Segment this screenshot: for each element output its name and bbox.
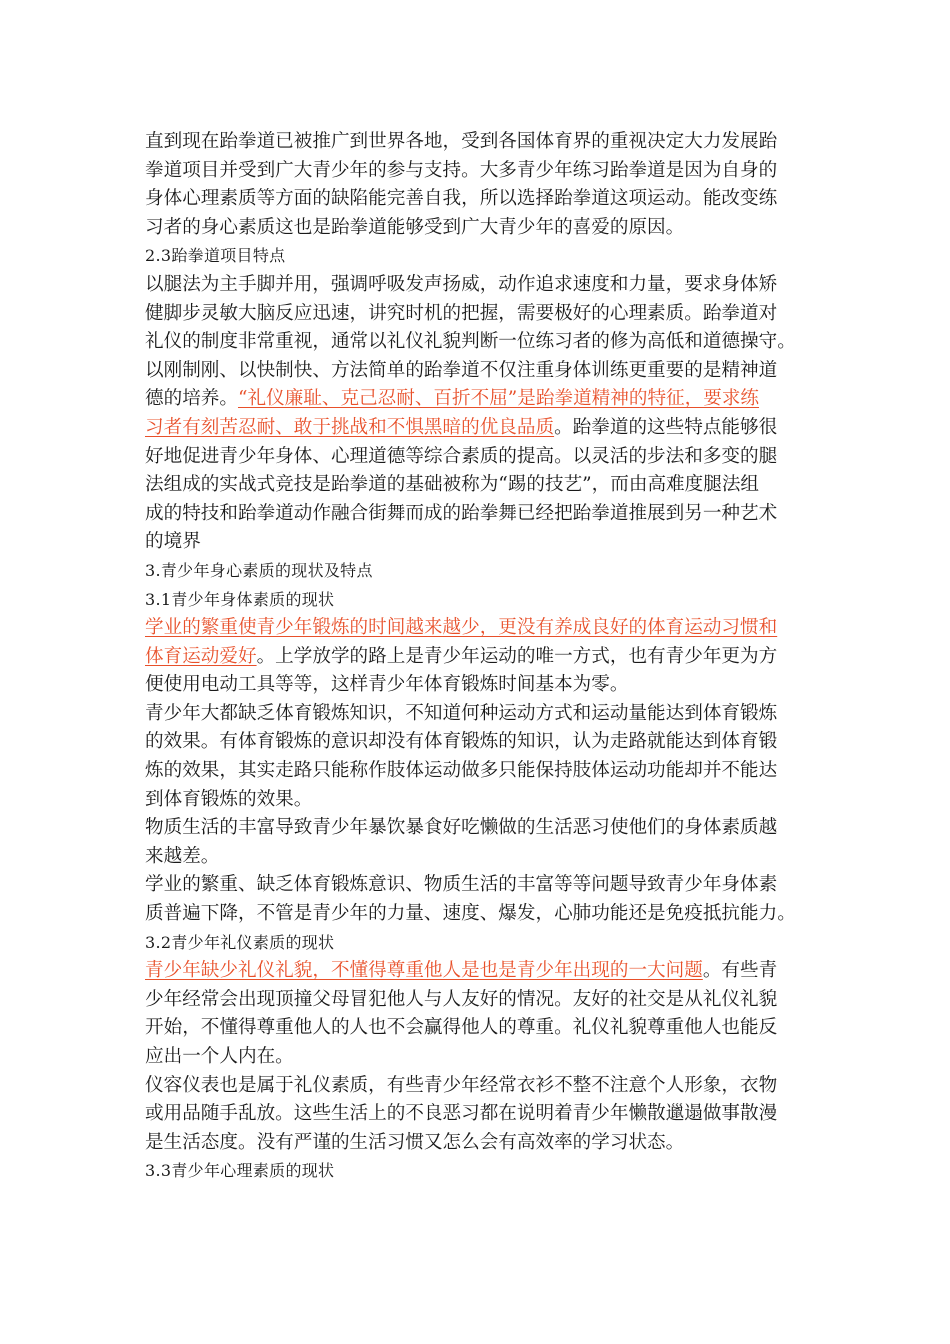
- body-text: 好地促进青少年身体、心理道德等综合素质的提高。以灵活的步法和多变的腿: [145, 445, 778, 467]
- body-text: 质普遍下降，不管是青少年的力量、速度、爆发，心肺功能还是免疫抵抗能力。: [145, 903, 796, 925]
- section-heading: [145, 557, 813, 586]
- text-line: [145, 443, 813, 472]
- section-heading: [145, 586, 813, 615]
- text-line: [145, 871, 813, 900]
- body-text: 到体育锻炼的效果。: [145, 788, 313, 810]
- text-line: [145, 671, 813, 700]
- body-text: 礼仪的制度非常重视，通常以礼仪礼貌判断一位练习者的修为高低和道德操守。: [145, 331, 796, 353]
- text-line: [145, 814, 813, 843]
- body-text: 来越差。: [145, 845, 220, 867]
- text-line: [145, 271, 813, 300]
- section-heading: [145, 929, 813, 958]
- text-line: [145, 328, 813, 357]
- body-text: 的境界: [145, 531, 201, 553]
- text-line: [145, 471, 813, 500]
- body-text: 应出一个人内在。: [145, 1046, 294, 1067]
- body-text: 德的培养。: [145, 388, 238, 410]
- text-line: [145, 1100, 813, 1129]
- body-text: 以腿法为主手脚并用，强调呼吸发声扬威，动作追求速度和力量，要求身体矫: [145, 273, 778, 295]
- text-line: [145, 957, 813, 986]
- highlighted-text: 体育运动爱好: [145, 645, 257, 667]
- text-line: [145, 157, 813, 186]
- text-line: [145, 786, 813, 815]
- body-text: 青少年大都缺乏体育锻炼知识，不知道何种运动方式和运动量能达到体育锻炼: [145, 702, 778, 724]
- text-line: [145, 843, 813, 872]
- body-text: 学业的繁重、缺乏体育锻炼意识、物质生活的丰富等等问题导致青少年身体素: [145, 874, 778, 896]
- body-text: 身体心理素质等方面的缺陷能完善自我，所以选择跆拳道这项运动。能改变练: [145, 188, 778, 210]
- text-line: [145, 1043, 813, 1072]
- body-text: 法组成的实战式竞技是跆拳道的基础被称为“踢的技艺”，而由高难度腿法组: [145, 474, 760, 496]
- text-line: [145, 300, 813, 329]
- body-text: 炼的效果，其实走路只能称作肢体运动做多只能保持肢体运动功能却并不能达: [145, 760, 778, 782]
- body-text: 或用品随手乱放。这些生活上的不良恶习都在说明着青少年懒散邋遢做事散漫: [145, 1103, 778, 1125]
- text-line: [145, 700, 813, 729]
- text-line: [145, 414, 813, 443]
- body-text: 成的特技和跆拳道动作融合街舞而成的跆拳舞已经把跆拳道推展到另一种艺术: [145, 502, 778, 524]
- text-line: [145, 385, 813, 414]
- text-line: [145, 357, 813, 386]
- body-text: 物质生活的丰富导致青少年暴饮暴食好吃懒做的生活恶习使他们的身体素质越: [145, 817, 778, 839]
- body-text: 以刚制刚、以快制快、方法简单的跆拳道不仅注重身体训练更重要的是精神道: [145, 359, 778, 381]
- text-line: [145, 614, 813, 643]
- text-line: [145, 214, 813, 243]
- text-line: [145, 1129, 813, 1158]
- body-text: 的效果。有体育锻炼的意识却没有体育锻炼的知识，认为走路就能达到体育锻: [145, 731, 778, 753]
- body-text: 3.3青少年心理素质的现状: [145, 1161, 335, 1181]
- document-page: [145, 128, 813, 1186]
- body-text: 直到现在跆拳道已被推广到世界各地，受到各国体育界的重视决定大力发展跆: [145, 131, 778, 152]
- text-line: [145, 643, 813, 672]
- body-text: 拳道项目并受到广大青少年的参与支持。大多青少年练习跆拳道是因为自身的: [145, 159, 778, 181]
- body-text: 开始，不懂得尊重他人的人也不会赢得他人的尊重。礼仪礼貌尊重他人也能反: [145, 1017, 778, 1039]
- body-text: 习者的身心素质这也是跆拳道能够受到广大青少年的喜爱的原因。: [145, 216, 685, 238]
- text-line: [145, 728, 813, 757]
- text-line: [145, 757, 813, 786]
- text-line: [145, 1014, 813, 1043]
- body-text: 是生活态度。没有严谨的生活习惯又怎么会有高效率的学习状态。: [145, 1131, 685, 1153]
- text-line: [145, 128, 813, 157]
- highlighted-text: 青少年缺少礼仪礼貌，不懂得尊重他人是也是青少年出现的一大问题: [145, 960, 703, 982]
- text-line: [145, 500, 813, 529]
- text-line: [145, 900, 813, 929]
- highlighted-text: 习者有刻苦忍耐、敢于挑战和不惧黑暗的优良品质: [145, 416, 555, 438]
- body-text: 。跆拳道的这些特点能够很: [554, 416, 778, 438]
- body-text: 仪容仪表也是属于礼仪素质，有些青少年经常衣衫不整不注意个人形象，衣物: [145, 1074, 778, 1096]
- body-text: 健脚步灵敏大脑反应迅速，讲究时机的把握，需要极好的心理素质。跆拳道对: [145, 302, 778, 324]
- text-line: [145, 1072, 813, 1101]
- highlighted-text: 学业的繁重使青少年锻炼的时间越来越少，更没有养成良好的体育运动习惯和: [145, 617, 778, 639]
- body-text: 少年经常会出现顶撞父母冒犯他人与人友好的情况。友好的社交是从礼仪礼貌: [145, 988, 778, 1010]
- text-line: [145, 528, 813, 557]
- text-line: [145, 185, 813, 214]
- body-text: 。有些青: [702, 960, 778, 982]
- body-text: 3.青少年身心素质的现状及特点: [145, 560, 373, 580]
- highlighted-text: “礼仪廉耻、克己忍耐、百折不屈”是跆拳道精神的特征，要求练: [237, 388, 760, 410]
- text-line: [145, 986, 813, 1015]
- body-text: 2.3跆拳道项目特点: [145, 246, 286, 266]
- section-heading: [145, 242, 813, 271]
- body-text: 3.2青少年礼仪素质的现状: [145, 932, 335, 952]
- section-heading: [145, 1157, 813, 1186]
- body-text: 。上学放学的路上是青少年运动的唯一方式，也有青少年更为方: [256, 645, 778, 667]
- body-text: 便使用电动工具等等，这样青少年体育锻炼时间基本为零。: [145, 674, 629, 696]
- body-text: 3.1青少年身体素质的现状: [145, 589, 335, 609]
